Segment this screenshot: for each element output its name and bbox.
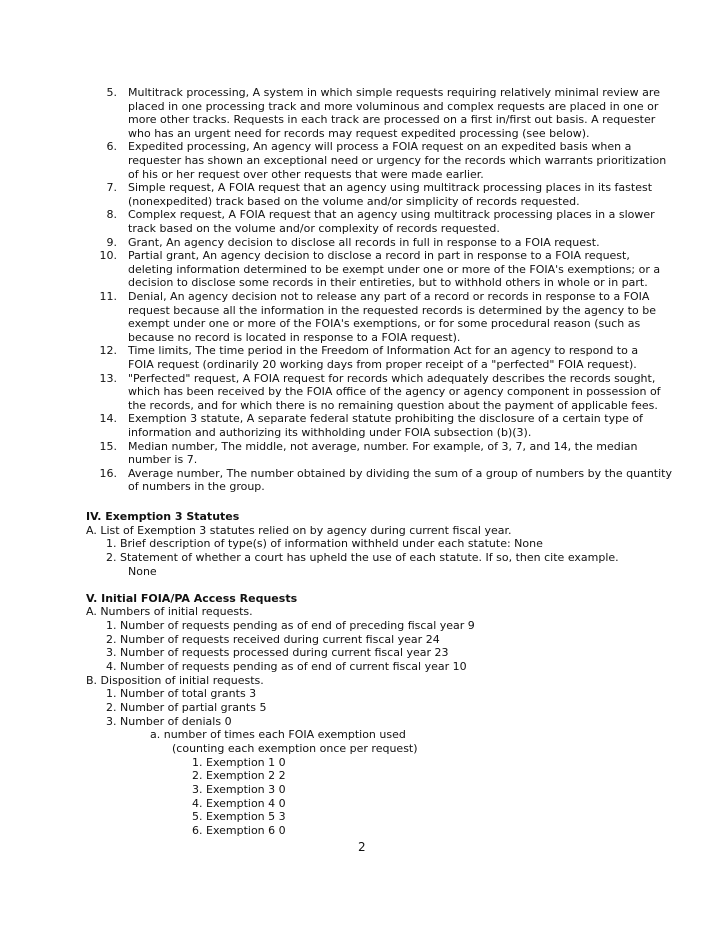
exemption-count: 3. Exemption 3 0: [192, 783, 286, 796]
definition-text: (nonexpedited) track based on the volume and/or simplicity of records requested.: [128, 194, 580, 208]
page-number: 2: [358, 840, 366, 854]
definition-text: Partial grant, An agency decision to disclose a record in part in response to a FOIA request,: [128, 249, 630, 263]
definition-number: 16.: [99, 466, 117, 480]
definition-number: 14.: [99, 412, 117, 426]
definition-number: 13.: [99, 371, 117, 385]
section-v-b-label: B. Disposition of initial requests.: [86, 674, 264, 687]
definition-text: Simple request, A FOIA request that an agency using multitrack processing places in its fastest: [128, 181, 653, 195]
definition-text: Exemption 3 statute, A separate federal statute prohibiting the disclosure of a certain type of: [128, 412, 643, 426]
section-v-a-item: 3. Number of requests processed during current fiscal year 23: [106, 646, 449, 659]
definition-text: FOIA request (ordinarily 20 working days from proper receipt of a "perfected" FOIA request).: [128, 358, 637, 371]
definition-number: 9.: [106, 235, 117, 249]
section-v-b-item: 1. Number of total grants 3: [106, 687, 257, 700]
definition-number: 10.: [99, 249, 117, 263]
definition-number: 8.: [106, 208, 117, 222]
definition-text: number is 7.: [128, 453, 198, 467]
definition-text: requester has shown an exceptional need or urgency for the records which warrants prioritization: [128, 154, 667, 167]
definition-text: of numbers in the group.: [128, 480, 265, 494]
section-iv-item-1: 1. Brief description of type(s) of information withheld under each statute: None: [106, 537, 543, 550]
exemption-count: 6. Exemption 6 0: [192, 824, 286, 837]
definition-text: Time limits, The time period in the Freedom of Information Act for an agency to respond to a: [128, 344, 639, 358]
section-v-a-item: 4. Number of requests pending as of end of current fiscal year 10: [106, 660, 467, 673]
definition-text: decision to disclose some records in their entireties, but to withhold others in whole or in part.: [128, 276, 648, 290]
definition-text: exempt under one or more of the FOIA's exemptions, or for some procedural reason (such as: [128, 317, 641, 331]
definition-text: because no record is located in response to a FOIA request).: [128, 330, 461, 344]
definition-text: Multitrack processing, A system in which simple requests requiring relatively minimal review are: [128, 86, 660, 99]
definition-number: 5.: [106, 86, 117, 99]
definition-text: which has been received by the FOIA office of the agency or agency component in possession of: [128, 385, 661, 399]
exemption-count: 5. Exemption 5 3: [192, 810, 286, 823]
definition-text: track based on the volume and/or complexity of records requested.: [128, 222, 500, 235]
definition-text: placed in one processing track and more voluminous and complex requests are placed in one or: [128, 99, 659, 113]
section-v-b-item: 3. Number of denials 0: [106, 715, 232, 728]
section-v-heading: V. Initial FOIA/PA Access Requests: [86, 592, 298, 605]
definition-text: Grant, An agency decision to disclose all records in full in response to a FOIA request.: [128, 235, 600, 249]
section-v-b-item: 2. Number of partial grants 5: [106, 701, 267, 714]
definition-text: "Perfected" request, A FOIA request for records which adequately describes the records sought,: [128, 371, 656, 385]
section-iv-item-2: 2. Statement of whether a court has upheld the use of each statute. If so, then cite example.: [106, 551, 619, 564]
section-v-a-item: 2. Number of requests received during current fiscal year 24: [106, 633, 440, 646]
section-v-a-item: 1. Number of requests pending as of end of preceding fiscal year 9: [106, 619, 475, 632]
exemption-usage-label: a. number of times each FOIA exemption used: [150, 728, 406, 741]
definition-number: 11.: [99, 290, 117, 303]
exemption-count: 1. Exemption 1 0: [192, 756, 286, 769]
definition-text: more other tracks. Requests in each track are processed on a first in/first out basis. A requester: [128, 113, 656, 127]
section-iv-heading: IV. Exemption 3 Statutes: [86, 510, 240, 523]
definition-number: 6.: [106, 140, 117, 154]
definition-text: of his or her request over other requests that were made earlier.: [128, 167, 484, 181]
definition-text: Complex request, A FOIA request that an agency using multitrack processing places in a slower: [128, 208, 655, 222]
definition-text: request because all the information in the requested records is determined by the agency to be: [128, 303, 656, 317]
section-iv-item-2-cont: None: [128, 565, 157, 578]
definition-text: deleting information determined to be exempt under one or more of the FOIA's exemptions; or a: [128, 262, 661, 276]
exemption-count: 2. Exemption 2 2: [192, 769, 286, 782]
definition-text: Expedited processing, An agency will process a FOIA request on an expedited basis when a: [128, 140, 632, 154]
definition-number: 7.: [106, 181, 117, 195]
section-iv-a-label: A. List of Exemption 3 statutes relied on by agency during current fiscal year.: [86, 524, 512, 537]
definition-text: Denial, An agency decision not to release any part of a record or records in response to a FOIA: [128, 290, 650, 303]
exemption-usage-note: (counting each exemption once per request): [172, 742, 418, 755]
section-v-a-label: A. Numbers of initial requests.: [86, 605, 253, 618]
definition-text: who has an urgent need for records may request expedited processing (see below).: [128, 126, 590, 140]
definition-text: information and authorizing its withholding under FOIA subsection (b)(3).: [128, 426, 532, 439]
definition-text: Median number, The middle, not average, number. For example, of 3, 7, and 14, the median: [128, 439, 638, 453]
definition-text: the records, and for which there is no remaining question about the payment of applicable fees.: [128, 398, 658, 412]
definition-number: 12.: [99, 344, 117, 358]
definition-text: Average number, The number obtained by dividing the sum of a group of numbers by the quantity: [128, 466, 672, 480]
exemption-count: 4. Exemption 4 0: [192, 797, 286, 810]
definition-number: 15.: [99, 439, 117, 453]
